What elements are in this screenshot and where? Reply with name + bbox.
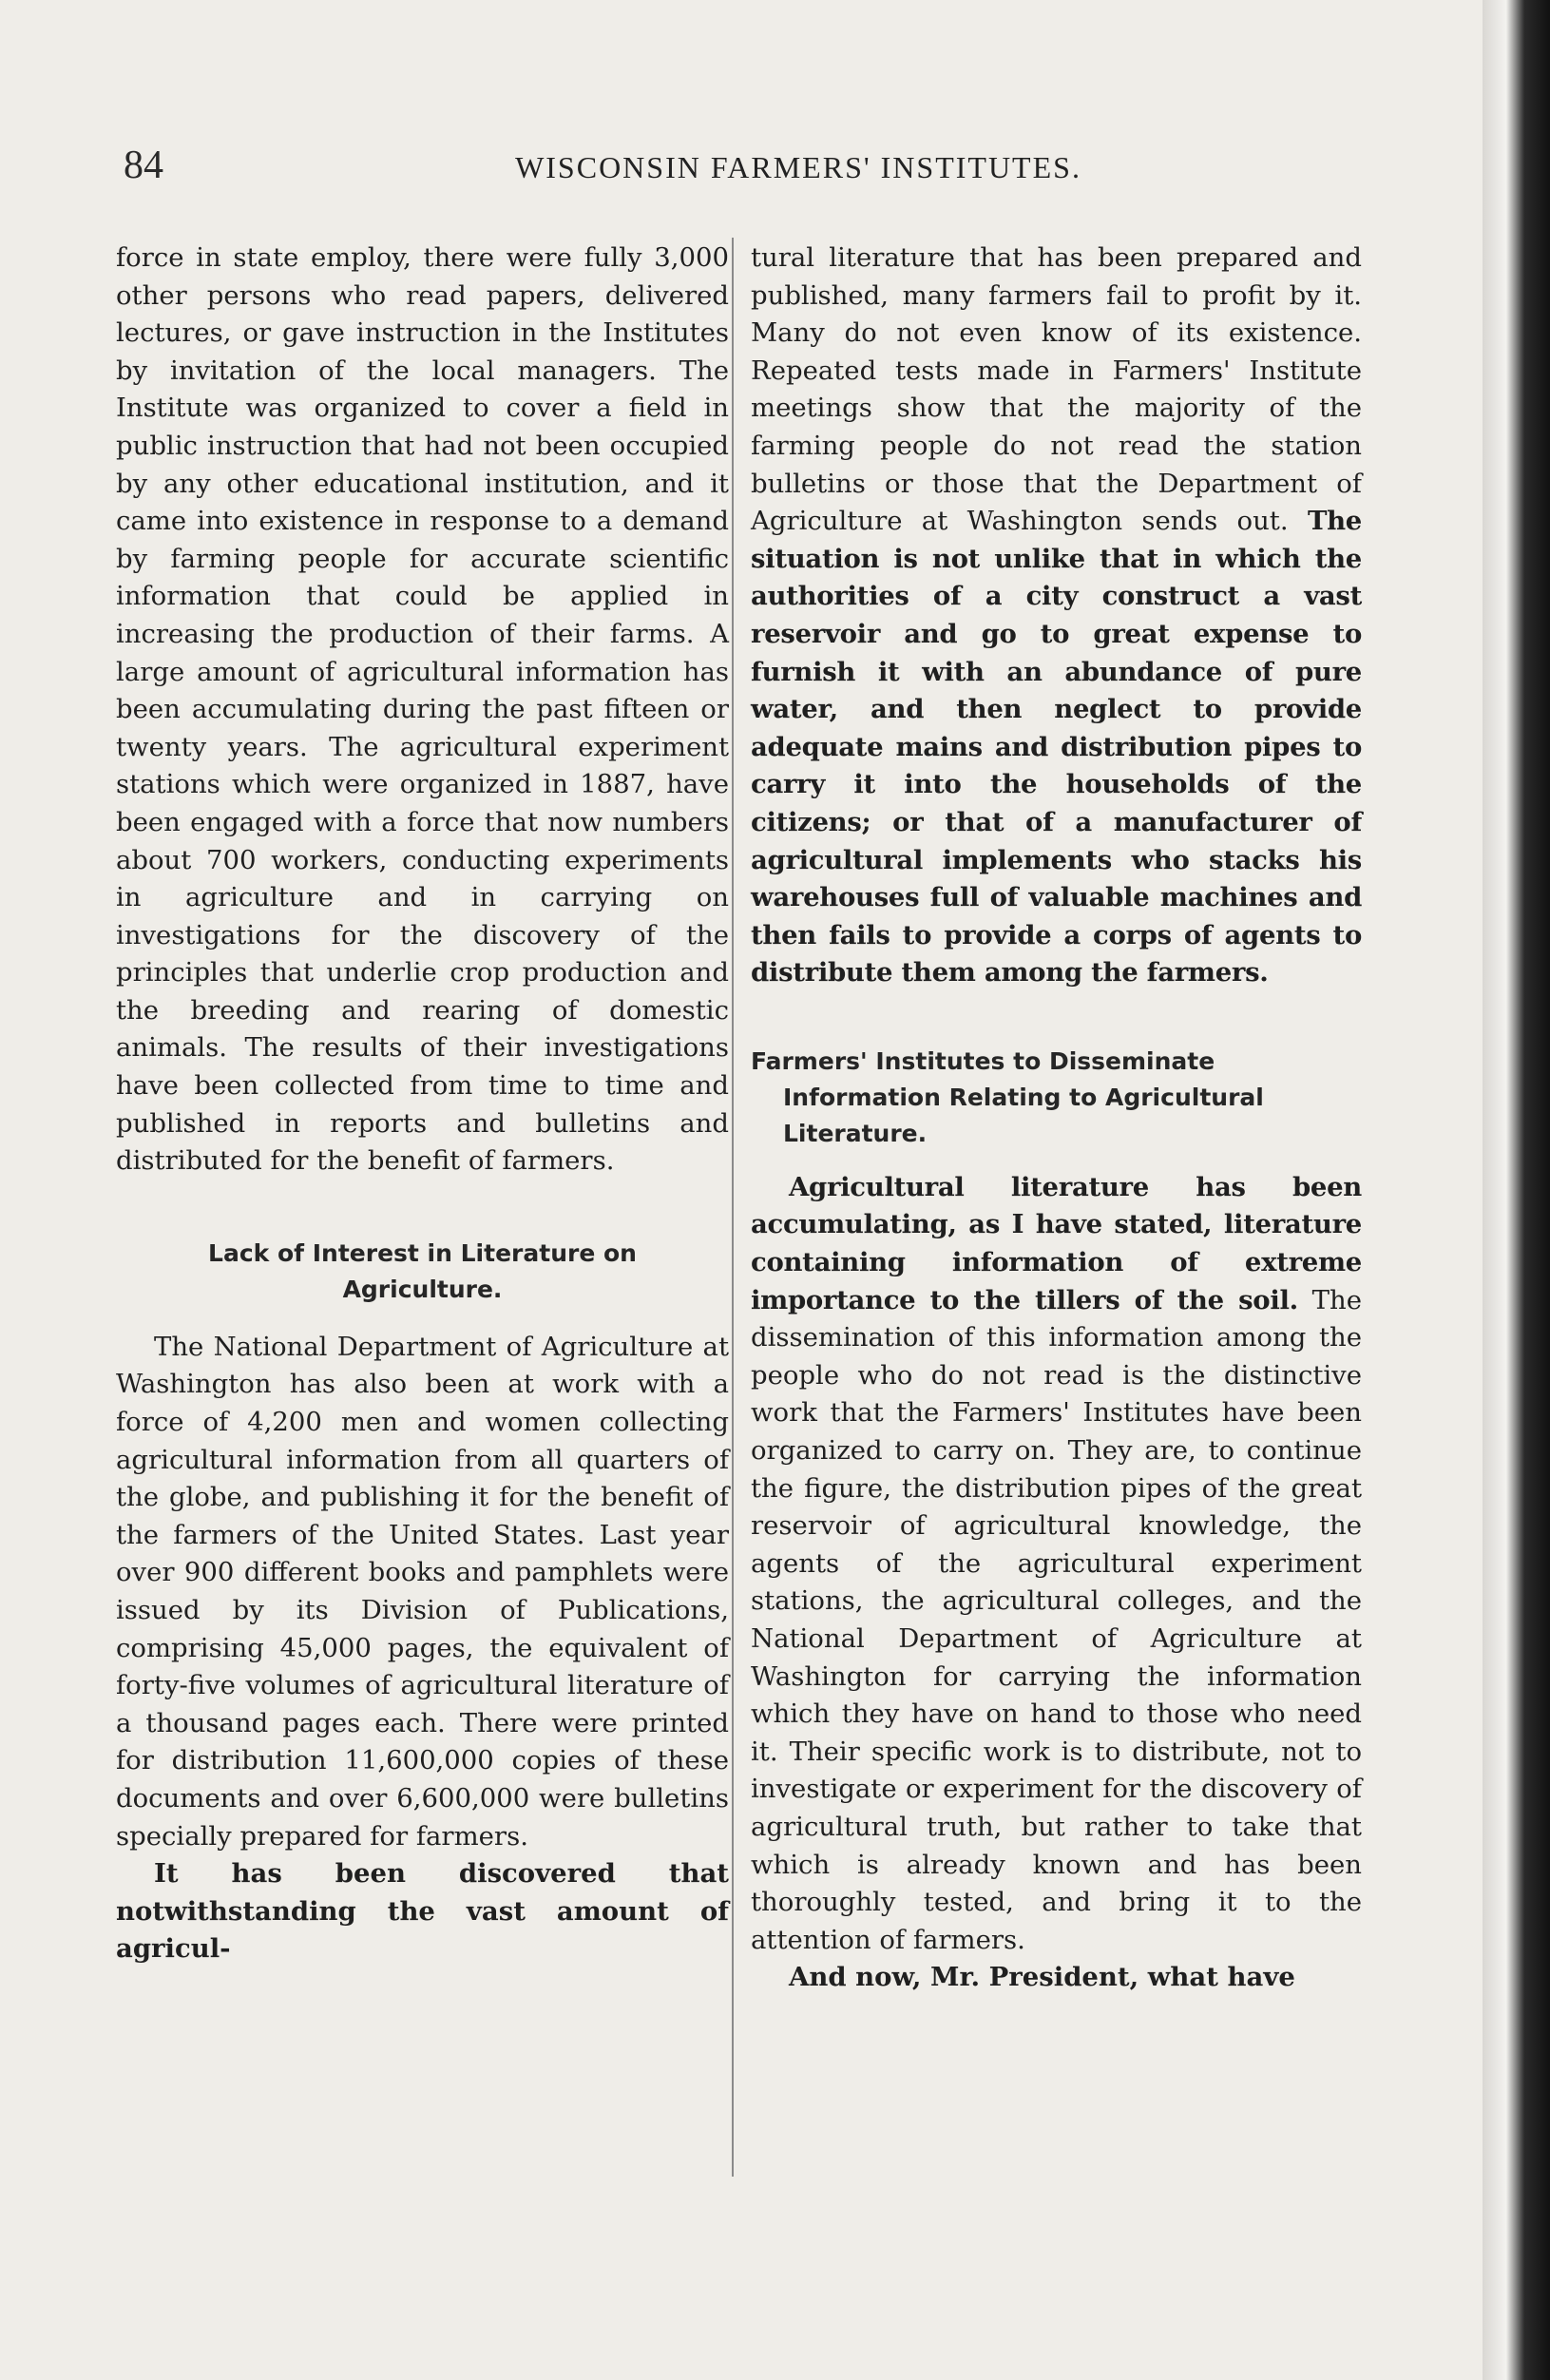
left-paragraph-2: The National Department of Agriculture at Washington has also been at work with a force of 4,200 men and women collecting agricultural information from all quarters of the globe, and publishing it for the benefit of the farmers of the United States. Last year over 900 different books and pamphlets were issued by its Division of Publications, comprising 45,000 pages, the equivalent of forty-five volumes of agricultural literature of a thousand pages each. There were printed for distribution 11,600,000 copies of these documents and over 6,600,000 were bulletins specially prepared for farmers. xyxy=(116,1331,729,1852)
left-paragraph-3 xyxy=(116,1855,729,1968)
right-paragraph-1 xyxy=(751,240,1362,992)
right-paragraph-1-bold: The situation is not unlike that in which the authorities of a city construct a vast reservoir and go to great expense to furnish it with an abundance of pure water, and then neglect to provide adequate mains and distribution pipes to carry it into the households of the citizens; or that of a manufacturer of agricultural implements who stacks his warehouses full of valuable machines and then fails to provide a corps of agents to distribute them among the farmers. xyxy=(751,506,1362,988)
section-heading-lack-of-interest: Lack of Interest in Literature on Agriculture. xyxy=(208,1238,637,1303)
running-title: WISCONSIN FARMERS' INSTITUTES. xyxy=(515,150,1081,184)
right-paragraph-2 xyxy=(751,1169,1362,1959)
left-paragraph-1: force in state employ, there were fully 3,000 other persons who read papers, delivered lectures, or gave instruction in the Institutes by invitation of the local managers. The Institute was organized to cover a field in public instruction that had not been occupied by any other educational institution, and it came into existence in response to a demand by farming people for accurate scientific information that could be applied in increasing the production of their farms. A large amount of agricultural information has been accumulating during the past fifteen or twenty years. The agricultural experiment stations which were organized in 1887, have been engaged with a force that now numbers about 700 workers, conducting experiments in agriculture and in carrying on investigations for the discovery of the principles that underlie crop production and the breeding and rearing of domestic animals. The results of their investigations have been collected from time to time and published in reports and bulletins and distributed for the benefit of farmers. xyxy=(116,242,729,1177)
left-column xyxy=(116,240,729,1968)
right-paragraph-2-plain: The dissemination of this information among the people who do not read is the distinctive work that the Farmers' Institutes have been organized to carry on. They are, to continue the figure, the distribution pipes of the great reservoir of agricultural knowledge, the agents of the agricultural experiment stations, the agricultural colleges, and the National Department of Agriculture at Washington for carrying the information which they have on hand to those who need it. Their specific work is to distribute, not to investigate or experiment for the discovery of agricultural truth, but rather to take that which is already known and has been thoroughly tested, and bring it to the attention of farmers. xyxy=(751,1284,1362,1955)
page-number: 84 xyxy=(124,144,163,187)
left-paragraph-3-text: It has been discovered that notwithstanding the vast amount of agricul- xyxy=(116,1858,729,1965)
column-divider xyxy=(732,238,734,2177)
right-column xyxy=(751,240,1362,1997)
right-paragraph-2-bold: Agricultural literature has been accumulating, as I have stated, literature containing information of extreme importance to the tillers of the soil. xyxy=(751,1171,1362,1315)
right-paragraph-1-plain: tural literature that has been prepared and published, many farmers fail to profit by it. Many do not even know of its existence. Repeated tests made in Farmers' Institute meetings show that the majority of the farming people do not read the station bulletins or those that the Department of Agriculture at Washington sends out. xyxy=(751,242,1362,537)
right-paragraph-3-text: And now, Mr. President, what have xyxy=(789,1962,1295,1993)
section-heading-farmers-institutes: Farmers' Institutes to Disseminate Information Relating to Agricultural Literature. xyxy=(751,1046,1264,1147)
right-paragraph-3 xyxy=(751,1959,1362,1997)
book-binding-edge xyxy=(1483,0,1550,2380)
page-header xyxy=(124,143,1387,200)
